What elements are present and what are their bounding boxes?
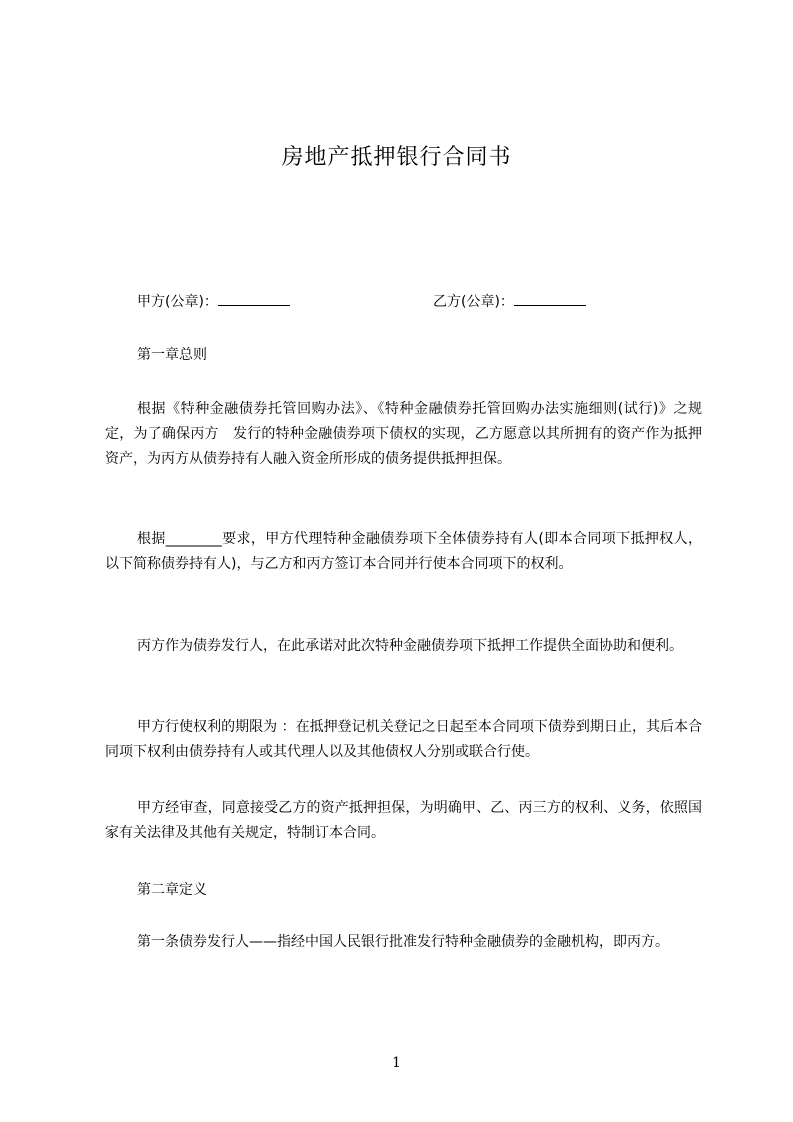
paragraph-acceptance: 甲方经审查，同意接受乙方的资产抵押担保，为明确甲、乙、丙三方的权利、义务，依照国家有关法律及其他有关规定，特制订本合同。 [105, 800, 702, 841]
paragraph-agency: 根据________要求，甲方代理特种金融债券项下全体债券持有人(即本合同项下抵押权人，以下简称债券持有人)，与乙方和丙方签订本合同并行使本合同项下的权利。 [105, 531, 702, 572]
paragraph-rights-term: 甲方行使权利的期限为 ：在抵押登记机关登记之日起至本合同项下债券到期日止，其后本合同项下权利由债券持有人或其代理人以及其他债权人分别或联合行使。 [105, 719, 702, 760]
party-a-seal [137, 291, 290, 311]
paragraph-legal-basis: 根据《特种金融债券托管回购办法》、《特种金融债券托管回购办法实施细则(试行)》之规定，为了确保丙方 发行的特种金融债券项下债权的实现，乙方愿意以其所拥有的资产作为抵押资产，为丙方从债券持有人融入资金所形成的债务提供抵押担保。 [105, 401, 702, 467]
signature-parties [137, 291, 717, 313]
paragraph-issuer-commitment: 丙方作为债券发行人，在此承诺对此次特种金融债券项下抵押工作提供全面协助和便利。 [137, 638, 683, 654]
document-title: 房地产抵押银行合同书 [281, 145, 512, 170]
party-a-label: 甲方(公章)： [137, 294, 218, 310]
chapter-2-heading: 第二章定义 [137, 882, 207, 898]
article-1-definition: 第一条债券发行人——指经中国人民银行批准发行特种金融债券的金融机构，即丙方。 [137, 934, 669, 950]
party-b-blank [514, 293, 586, 306]
page-number: 1 [392, 1055, 401, 1071]
party-b-label: 乙方(公章)： [433, 294, 514, 310]
chapter-1-heading: 第一章总则 [137, 347, 207, 363]
party-a-blank [218, 293, 290, 306]
party-b-seal [433, 291, 586, 311]
